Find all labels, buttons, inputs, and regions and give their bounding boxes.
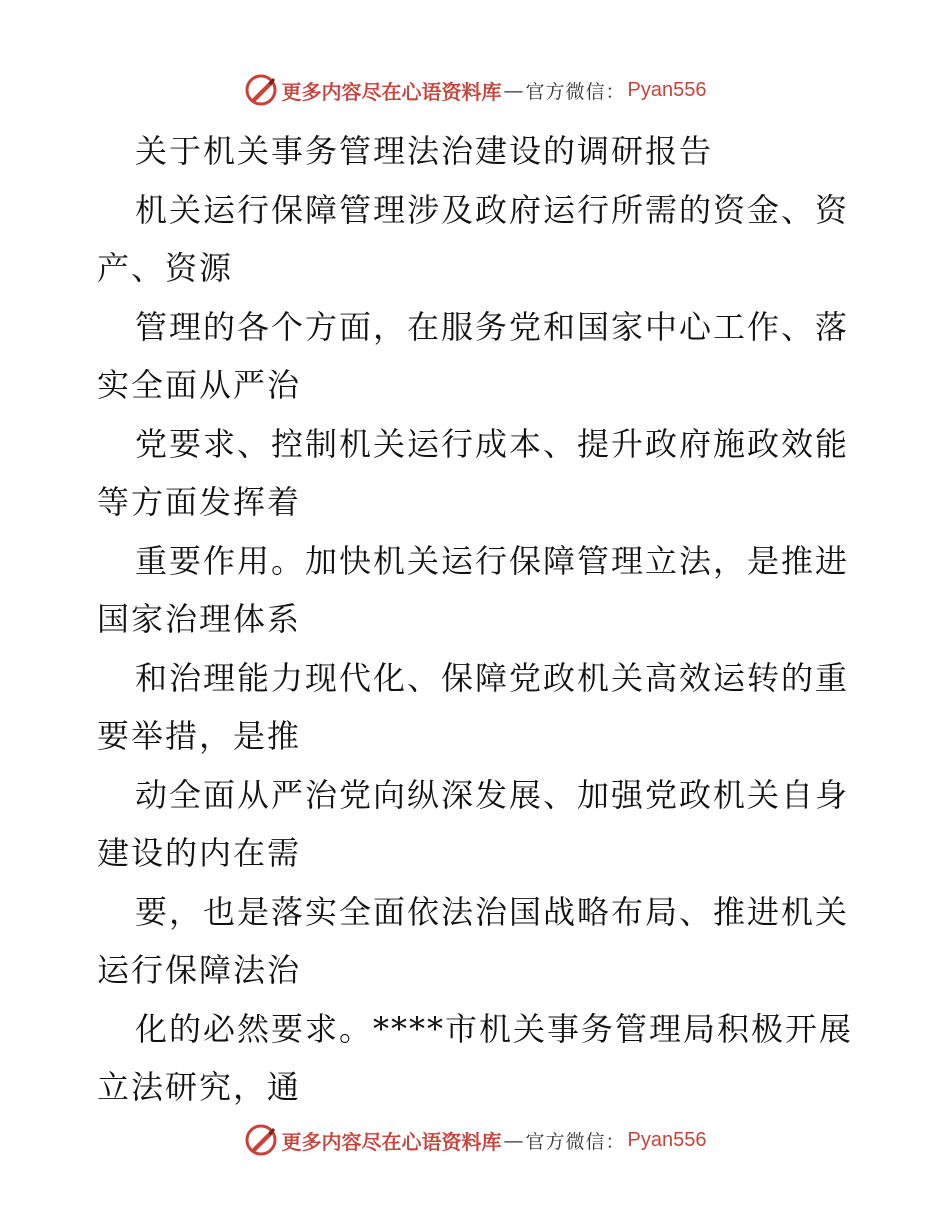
paragraph-line: 等方面发挥着	[97, 483, 302, 521]
paragraph-line: 要，也是落实全面依法治国战略布局、推进机关	[135, 892, 850, 931]
separator-dash: —	[503, 78, 524, 102]
brand-text: 更多内容尽在心语资料库	[281, 79, 502, 104]
paragraph-line: 机关运行保障管理涉及政府运行所需的资金、资	[135, 190, 850, 229]
wechat-label: 官方微信：	[525, 1130, 626, 1153]
paragraph-line: 运行保障法治	[97, 951, 302, 989]
paragraph-line: 党要求、控制机关运行成本、提升政府施政效能	[135, 424, 850, 463]
paragraph-line: 国家治理体系	[97, 600, 302, 638]
paragraph-line: 建设的内在需	[97, 834, 302, 872]
pen-logo-icon	[244, 73, 278, 107]
wechat-label: 官方微信：	[525, 80, 626, 103]
paragraph-line: 立法研究，通	[97, 1068, 302, 1106]
header-banner	[0, 70, 950, 110]
paragraph-line: 重要作用。加快机关运行保障管理立法，是推进	[135, 541, 850, 580]
paragraph-line: 管理的各个方面，在服务党和国家中心工作、落	[135, 307, 850, 346]
brand-text: 更多内容尽在心语资料库	[281, 1129, 502, 1154]
pen-logo-icon	[244, 1123, 278, 1157]
wechat-id: Pyan556	[627, 78, 707, 101]
paragraph-line: 动全面从严治党向纵深发展、加强党政机关自身	[135, 775, 850, 814]
paragraph-line: 和治理能力现代化、保障党政机关高效运转的重	[135, 658, 850, 697]
document-title: 关于机关事务管理法治建设的调研报告	[135, 132, 714, 170]
paragraph-line: 要举措，是推	[97, 717, 302, 755]
paragraph-line: 化的必然要求。****市机关事务管理局积极开展	[135, 1009, 854, 1048]
document-body	[97, 122, 857, 1117]
footer-banner	[0, 1120, 950, 1160]
paragraph-line: 实全面从严治	[97, 366, 302, 404]
separator-dash: —	[503, 1128, 524, 1152]
paragraph-line: 产、资源	[97, 249, 234, 287]
wechat-id: Pyan556	[627, 1128, 707, 1151]
